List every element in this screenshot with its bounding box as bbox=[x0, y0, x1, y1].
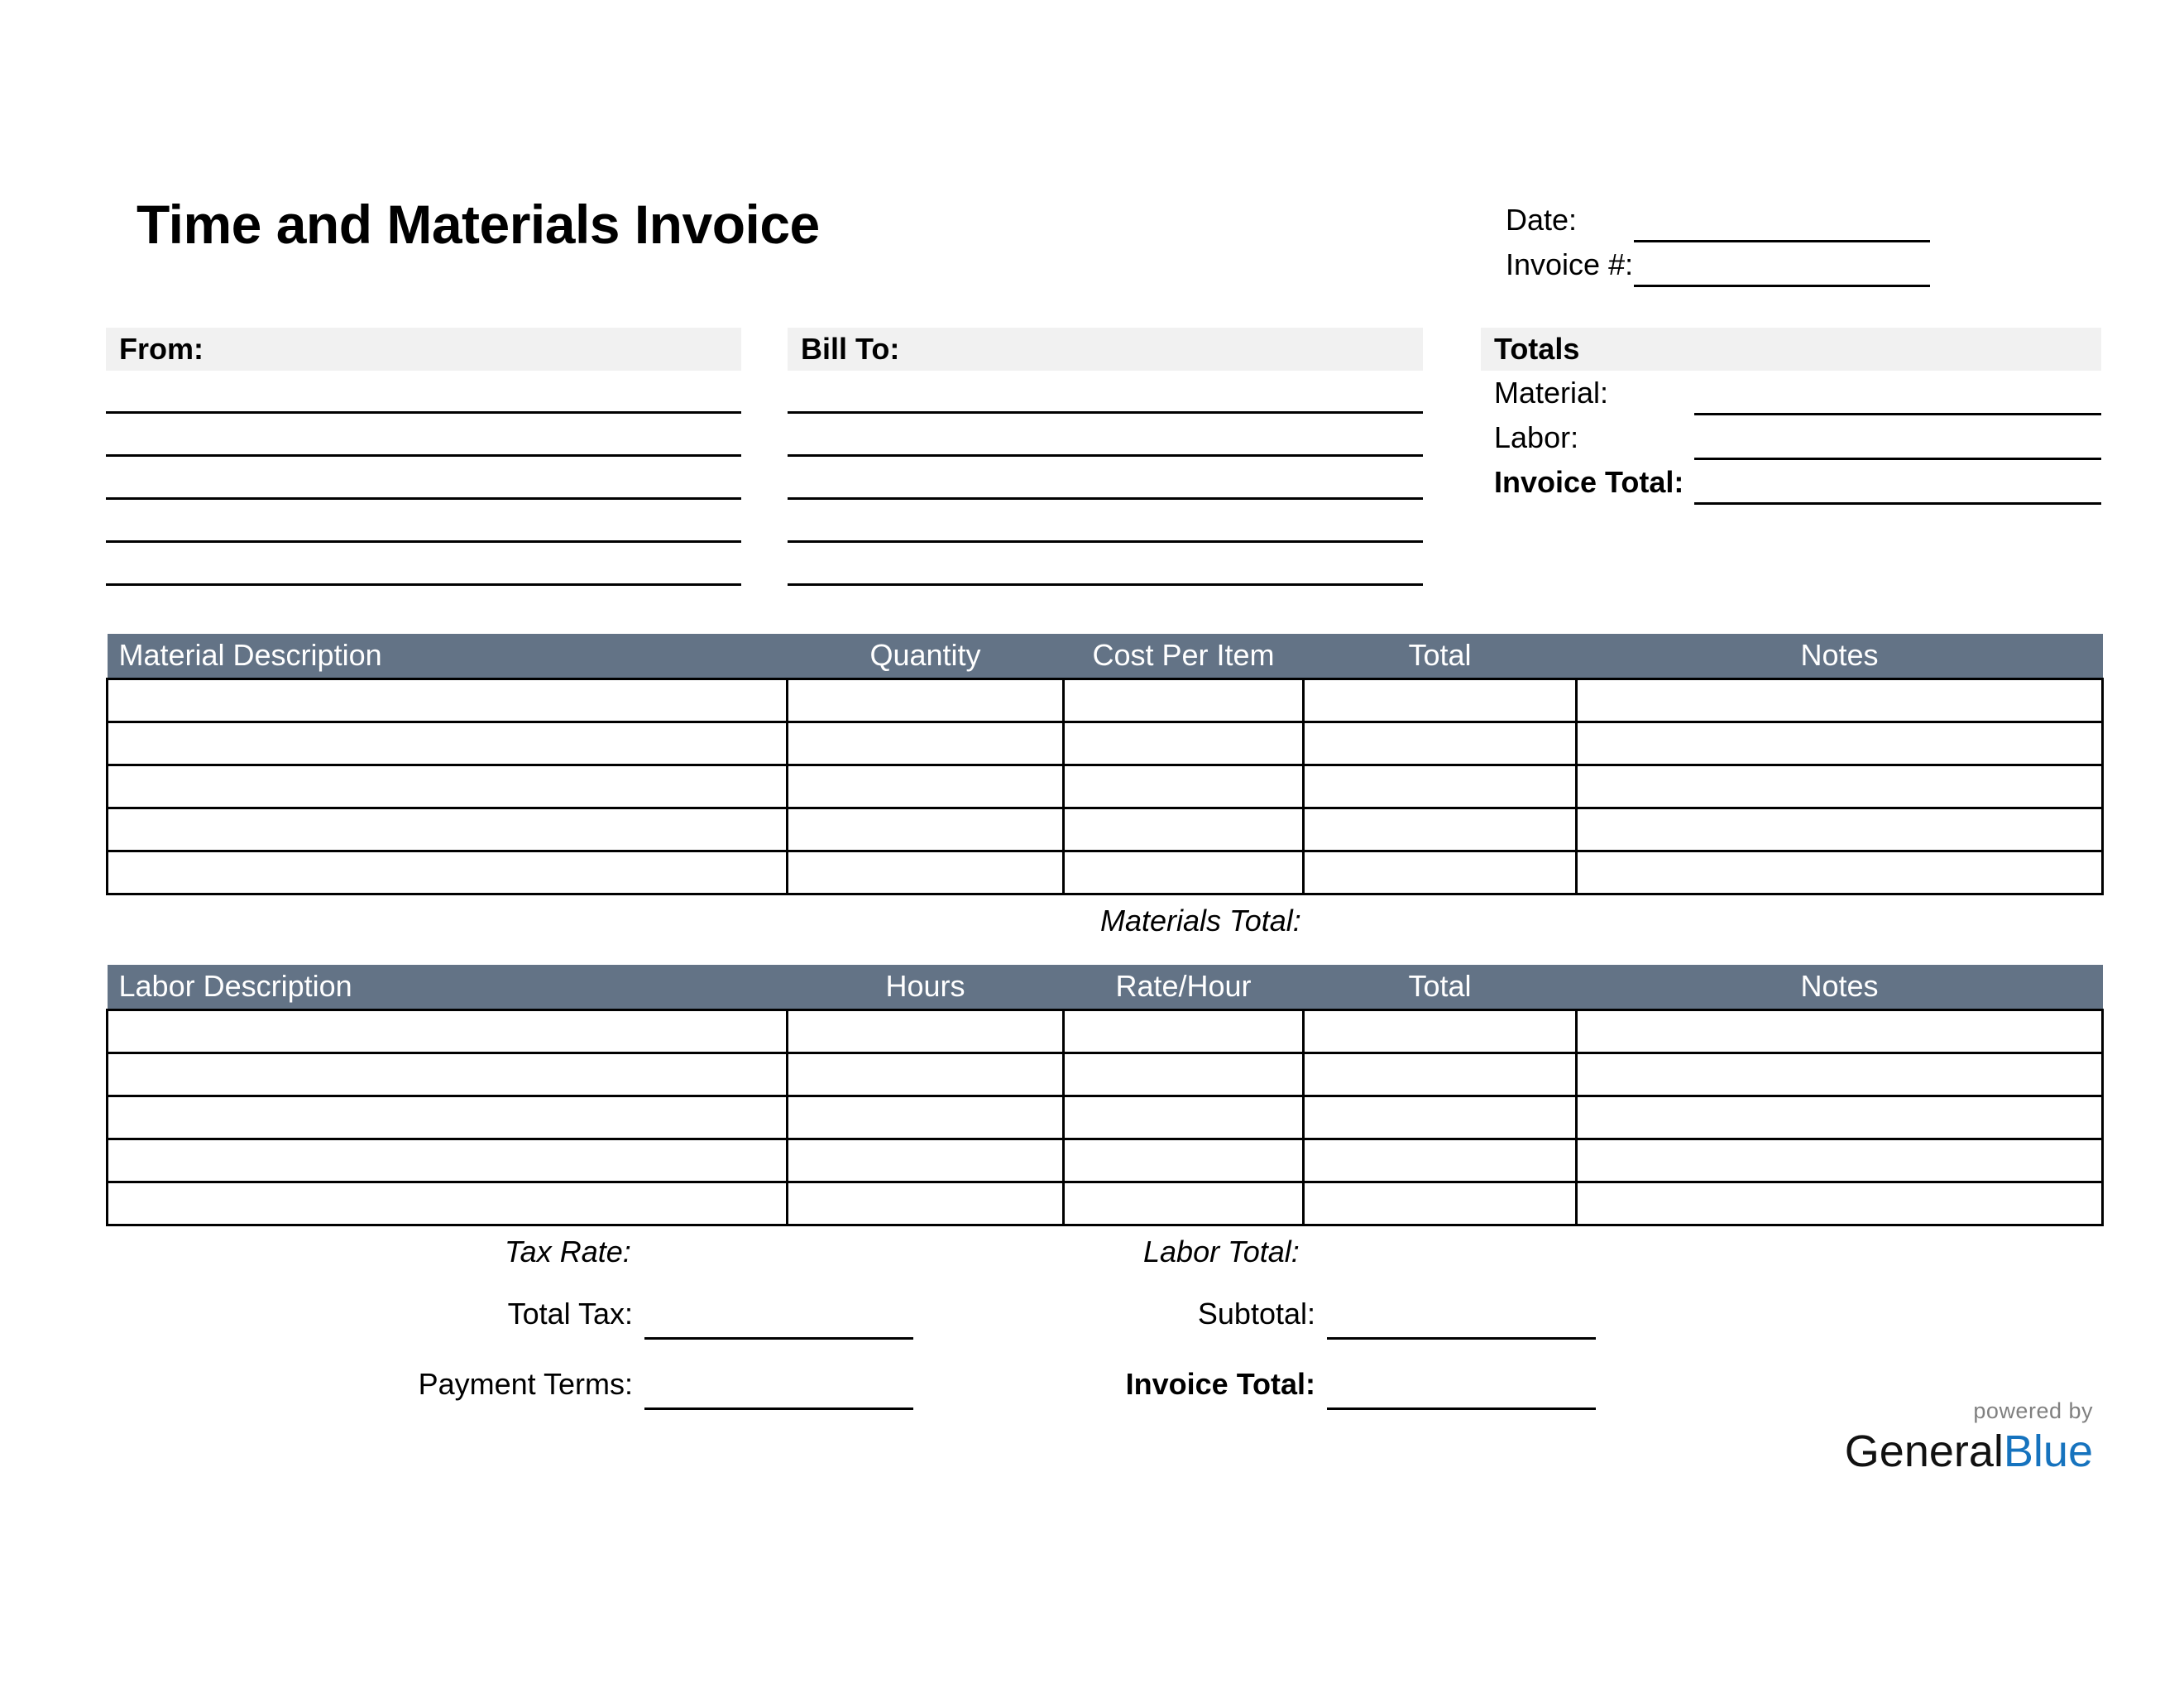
table-row[interactable] bbox=[108, 765, 2103, 808]
labor-col-notes: Notes bbox=[1577, 965, 2103, 1009]
materials-cell-total[interactable] bbox=[1304, 679, 1577, 722]
labor-cell-hours[interactable] bbox=[788, 1139, 1064, 1182]
labor-total-label: Labor Total: bbox=[1143, 1235, 1300, 1268]
materials-total-label: Materials Total: bbox=[1100, 904, 1301, 938]
totals-labor-label: Labor: bbox=[1494, 420, 1579, 454]
materials-cell-total[interactable] bbox=[1304, 808, 1577, 851]
from-line[interactable] bbox=[106, 500, 741, 543]
page-title: Time and Materials Invoice bbox=[136, 194, 820, 255]
bill-to-heading: Bill To: bbox=[788, 328, 1423, 371]
labor-cell-total[interactable] bbox=[1304, 1009, 1577, 1053]
subtotal-input-rule[interactable] bbox=[1327, 1337, 1596, 1340]
from-heading: From: bbox=[106, 328, 741, 371]
labor-table-body bbox=[108, 1009, 2103, 1225]
totals-row-labor[interactable] bbox=[1481, 415, 2101, 460]
materials-col-description: Material Description bbox=[108, 634, 788, 679]
bill-to-address-lines[interactable] bbox=[788, 371, 1423, 586]
materials-cell-notes[interactable] bbox=[1577, 808, 2103, 851]
bill-to-line[interactable] bbox=[788, 457, 1423, 500]
labor-cell-notes[interactable] bbox=[1577, 1096, 2103, 1139]
table-row[interactable] bbox=[108, 1182, 2103, 1225]
materials-cell-total[interactable] bbox=[1304, 765, 1577, 808]
labor-cell-total[interactable] bbox=[1304, 1139, 1577, 1182]
date-label: Date: bbox=[1506, 203, 1578, 237]
table-row[interactable] bbox=[108, 1009, 2103, 1053]
labor-cell-description[interactable] bbox=[108, 1182, 788, 1225]
materials-cell-notes[interactable] bbox=[1577, 765, 2103, 808]
labor-cell-description[interactable] bbox=[108, 1053, 788, 1096]
labor-table bbox=[106, 965, 2104, 1226]
labor-cell-rate[interactable] bbox=[1064, 1053, 1304, 1096]
materials-cell-cost[interactable] bbox=[1064, 808, 1304, 851]
invoice-number-input-rule[interactable] bbox=[1634, 285, 1930, 287]
materials-cell-cost[interactable] bbox=[1064, 765, 1304, 808]
payment-terms-label: Payment Terms: bbox=[418, 1367, 633, 1401]
labor-cell-description[interactable] bbox=[108, 1009, 788, 1053]
materials-cell-quantity[interactable] bbox=[788, 765, 1064, 808]
labor-cell-notes[interactable] bbox=[1577, 1009, 2103, 1053]
materials-cell-description[interactable] bbox=[108, 851, 788, 894]
materials-cell-cost[interactable] bbox=[1064, 679, 1304, 722]
labor-cell-rate[interactable] bbox=[1064, 1139, 1304, 1182]
table-row[interactable] bbox=[108, 1139, 2103, 1182]
labor-cell-hours[interactable] bbox=[788, 1182, 1064, 1225]
bill-to-line[interactable] bbox=[788, 543, 1423, 586]
labor-cell-notes[interactable] bbox=[1577, 1182, 2103, 1225]
materials-table bbox=[106, 634, 2104, 895]
labor-col-total: Total bbox=[1304, 965, 1577, 1009]
payment-terms-input-rule[interactable] bbox=[644, 1407, 913, 1410]
from-line[interactable] bbox=[106, 414, 741, 457]
bill-to-line[interactable] bbox=[788, 500, 1423, 543]
invoice-number-label: Invoice #: bbox=[1506, 247, 1634, 281]
from-line[interactable] bbox=[106, 543, 741, 586]
labor-cell-rate[interactable] bbox=[1064, 1096, 1304, 1139]
total-tax-input-rule[interactable] bbox=[644, 1337, 913, 1340]
materials-table-body bbox=[108, 679, 2103, 894]
table-row[interactable] bbox=[108, 1053, 2103, 1096]
invoice-total-label: Invoice Total: bbox=[1125, 1367, 1315, 1401]
materials-cell-total[interactable] bbox=[1304, 851, 1577, 894]
materials-col-total: Total bbox=[1304, 634, 1577, 679]
table-row[interactable] bbox=[108, 1096, 2103, 1139]
labor-cell-total[interactable] bbox=[1304, 1182, 1577, 1225]
materials-cell-notes[interactable] bbox=[1577, 722, 2103, 765]
materials-col-quantity: Quantity bbox=[788, 634, 1064, 679]
table-row[interactable] bbox=[108, 851, 2103, 894]
materials-cell-total[interactable] bbox=[1304, 722, 1577, 765]
totals-invoice-total-label: Invoice Total: bbox=[1494, 465, 1684, 499]
totals-rows bbox=[1481, 371, 2101, 505]
brand-blue-text: Blue bbox=[2003, 1427, 2093, 1476]
totals-material-label: Material: bbox=[1494, 376, 1609, 410]
materials-cell-description[interactable] bbox=[108, 765, 788, 808]
labor-cell-notes[interactable] bbox=[1577, 1139, 2103, 1182]
labor-table-header bbox=[108, 965, 2103, 1009]
brand-general-text: General bbox=[1844, 1427, 2004, 1476]
materials-cell-cost[interactable] bbox=[1064, 851, 1304, 894]
labor-cell-hours[interactable] bbox=[788, 1096, 1064, 1139]
materials-cell-description[interactable] bbox=[108, 679, 788, 722]
table-row[interactable] bbox=[108, 679, 2103, 722]
generalblue-logo[interactable] bbox=[1803, 1400, 2093, 1476]
labor-col-description: Labor Description bbox=[108, 965, 788, 1009]
brand-wordmark bbox=[1803, 1427, 2093, 1476]
totals-heading: Totals bbox=[1481, 328, 2101, 371]
total-tax-label: Total Tax: bbox=[507, 1297, 633, 1331]
labor-cell-rate[interactable] bbox=[1064, 1182, 1304, 1225]
materials-col-cost-per-item: Cost Per Item bbox=[1064, 634, 1304, 679]
totals-invoice-total-input-rule[interactable] bbox=[1694, 502, 2101, 505]
powered-by-text: powered by bbox=[1973, 1398, 2093, 1423]
materials-table-header bbox=[108, 634, 2103, 679]
bill-to-line[interactable] bbox=[788, 414, 1423, 457]
materials-header-row bbox=[108, 634, 2103, 679]
materials-cell-notes[interactable] bbox=[1577, 851, 2103, 894]
labor-cell-description[interactable] bbox=[108, 1139, 788, 1182]
date-input-rule[interactable] bbox=[1634, 240, 1930, 242]
bill-to-line[interactable] bbox=[788, 371, 1423, 414]
subtotal-label: Subtotal: bbox=[1197, 1297, 1315, 1331]
labor-col-rate-per-hour: Rate/Hour bbox=[1064, 965, 1304, 1009]
labor-col-hours: Hours bbox=[788, 965, 1064, 1009]
tax-rate-label: Tax Rate: bbox=[505, 1235, 631, 1268]
materials-cell-quantity[interactable] bbox=[788, 722, 1064, 765]
labor-cell-total[interactable] bbox=[1304, 1096, 1577, 1139]
table-row[interactable] bbox=[108, 808, 2103, 851]
labor-cell-notes[interactable] bbox=[1577, 1053, 2103, 1096]
labor-cell-hours[interactable] bbox=[788, 1009, 1064, 1053]
totals-row-invoice-total[interactable] bbox=[1481, 460, 2101, 505]
labor-cell-rate[interactable] bbox=[1064, 1009, 1304, 1053]
invoice-total-input-rule[interactable] bbox=[1327, 1407, 1596, 1410]
materials-cell-quantity[interactable] bbox=[788, 679, 1064, 722]
materials-cell-quantity[interactable] bbox=[788, 851, 1064, 894]
materials-cell-description[interactable] bbox=[108, 722, 788, 765]
materials-cell-description[interactable] bbox=[108, 808, 788, 851]
materials-cell-cost[interactable] bbox=[1064, 722, 1304, 765]
materials-cell-notes[interactable] bbox=[1577, 679, 2103, 722]
from-address-lines[interactable] bbox=[106, 371, 741, 586]
materials-col-notes: Notes bbox=[1577, 634, 2103, 679]
materials-cell-quantity[interactable] bbox=[788, 808, 1064, 851]
table-row[interactable] bbox=[108, 722, 2103, 765]
totals-row-material[interactable] bbox=[1481, 371, 2101, 415]
labor-cell-total[interactable] bbox=[1304, 1053, 1577, 1096]
from-line[interactable] bbox=[106, 457, 741, 500]
from-line[interactable] bbox=[106, 371, 741, 414]
labor-cell-description[interactable] bbox=[108, 1096, 788, 1139]
labor-header-row bbox=[108, 965, 2103, 1009]
labor-cell-hours[interactable] bbox=[788, 1053, 1064, 1096]
